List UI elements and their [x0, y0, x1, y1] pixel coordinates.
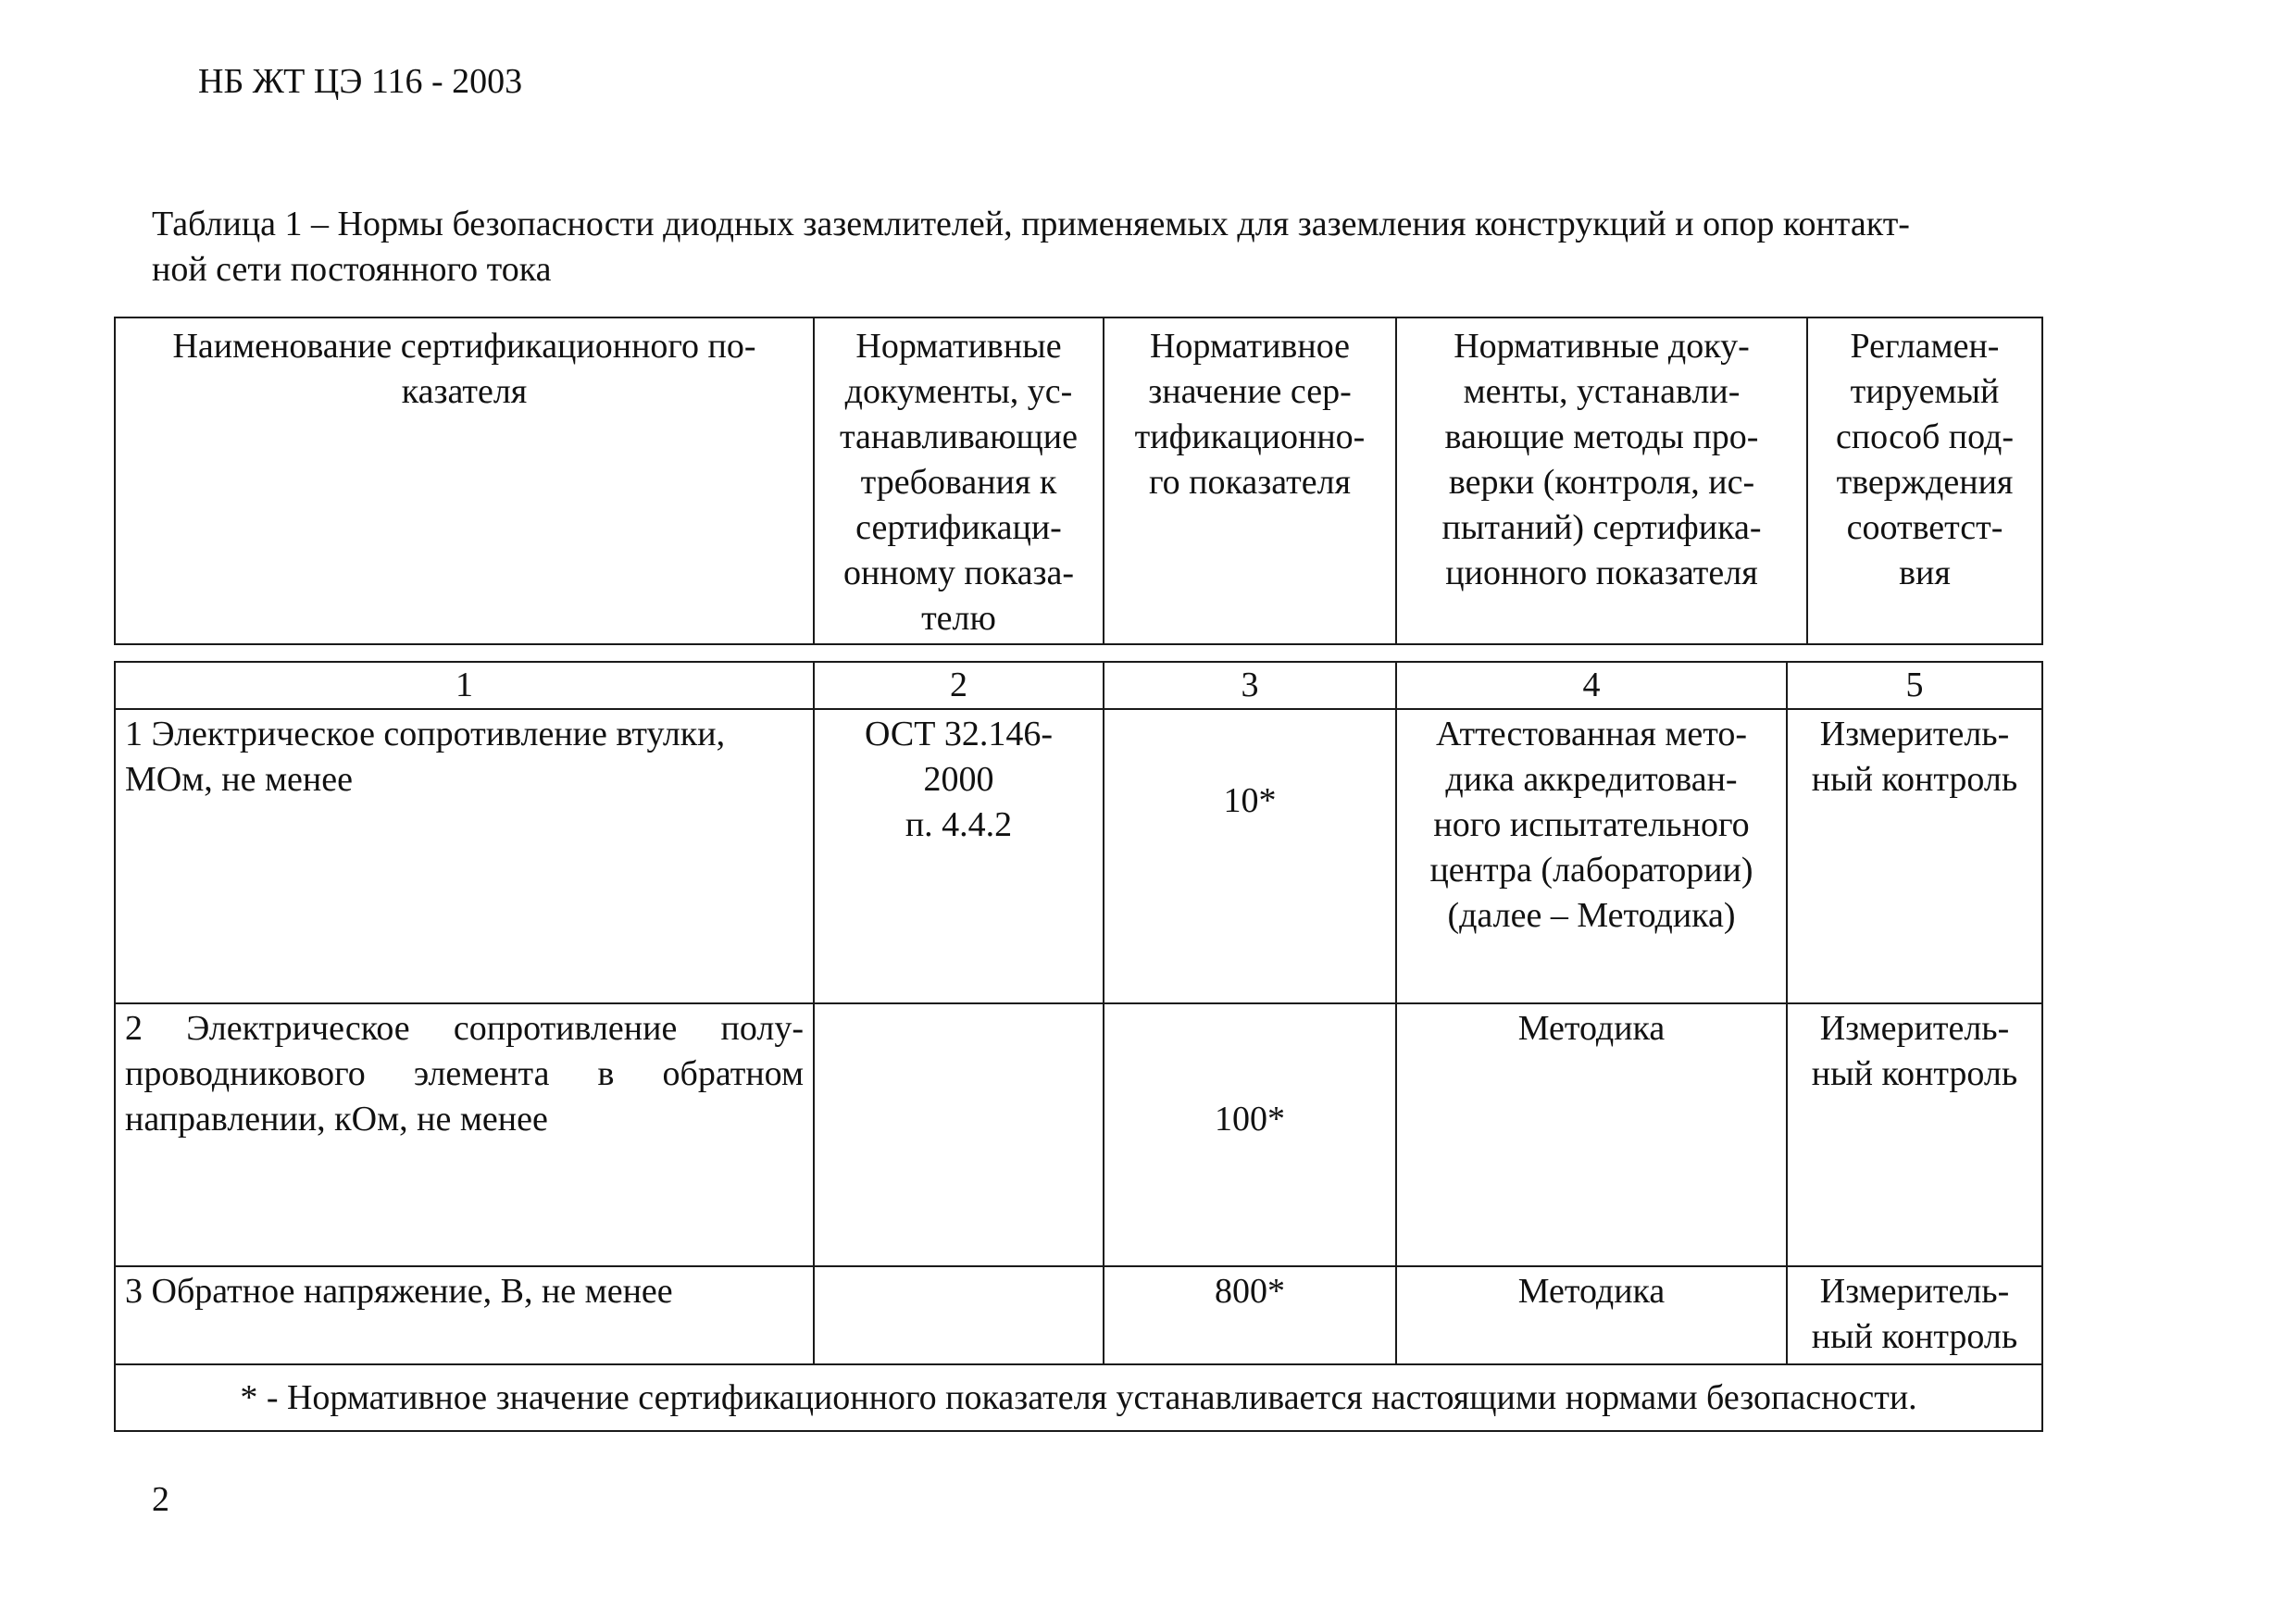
header-text: сертификаци-	[855, 508, 1062, 547]
table-row	[115, 1266, 2042, 1364]
header-text: Нормативные	[855, 327, 1062, 366]
cell-text: Аттестованная мето-	[1435, 715, 1748, 753]
header-text: тируемый	[1850, 372, 2000, 411]
cell-text: 100*	[1215, 1100, 1285, 1139]
indicator-name-cell	[115, 1003, 814, 1266]
indicator-name-cell	[115, 709, 814, 1003]
cell-text: Измеритель-	[1819, 715, 2010, 753]
page-number: 2	[152, 1480, 169, 1519]
document-code: НБ ЖТ ЦЭ 116 - 2003	[198, 62, 523, 101]
cell-text: ный контроль	[1811, 1054, 2018, 1093]
cell-text: ный контроль	[1811, 1317, 2018, 1356]
table-row	[115, 709, 2042, 1003]
header-text: значение сер-	[1148, 372, 1352, 411]
header-text: танавливающие	[839, 417, 1079, 456]
table-caption	[152, 202, 2096, 292]
cell-text: ный контроль	[1811, 760, 2018, 799]
header-text: тверждения	[1836, 463, 2014, 502]
header-text: вия	[1899, 554, 1951, 592]
cell-text: Измеритель-	[1819, 1272, 2010, 1311]
footnote-text: * - Нормативное значение сертификационного показателя устанавливается настоящими нормами безопасности.	[240, 1377, 1917, 1417]
caption-line-2: ной сети постоянного тока	[152, 250, 552, 289]
header-text: соответст-	[1846, 508, 2003, 547]
header-text: Регламен-	[1850, 327, 2000, 366]
header-text: менты, устанавли-	[1463, 372, 1741, 411]
header-text: документы, ус-	[844, 372, 1073, 411]
column-number: 5	[1787, 662, 2042, 709]
header-row	[115, 317, 2042, 644]
header-text: вающие методы про-	[1444, 417, 1759, 456]
cell-text: Методика	[1517, 1009, 1666, 1048]
cell-text: 800*	[1215, 1272, 1285, 1311]
cell-text: п. 4.4.2	[905, 805, 1013, 844]
header-normative-value	[1104, 317, 1396, 644]
header-text: казателя	[401, 372, 528, 411]
cell-text: МОм, не менее	[125, 760, 353, 799]
header-text: онному показа-	[842, 554, 1075, 592]
cell-text: направлении, кОм, не менее	[125, 1100, 548, 1139]
cell-text: дика аккредитован-	[1445, 760, 1738, 799]
header-text: го показателя	[1148, 463, 1352, 502]
table-body	[114, 661, 2043, 1432]
confirmation-cell	[1787, 1266, 2042, 1364]
column-number: 2	[814, 662, 1104, 709]
cell-text: центра (лаборатории)	[1429, 851, 1753, 890]
requirement-docs-cell	[814, 709, 1104, 1003]
header-text: ционного показателя	[1445, 554, 1758, 592]
cell-text: 2 Электрическое сопротивление полу-	[125, 1009, 804, 1048]
header-text: тификационно-	[1134, 417, 1366, 456]
cell-text: Измеритель-	[1819, 1009, 2010, 1048]
cell-text: 3 Обратное напряжение, В, не менее	[125, 1272, 673, 1311]
column-number-row	[115, 662, 2042, 709]
header-text: Наименование сертификационного по-	[172, 327, 756, 366]
column-number: 3	[1104, 662, 1396, 709]
footnote-row	[115, 1364, 2042, 1431]
header-text: способ под-	[1835, 417, 2015, 456]
footnote-cell	[115, 1364, 2042, 1431]
cell-text: 2000	[923, 760, 994, 799]
normative-value-cell	[1104, 1003, 1396, 1266]
test-method-cell	[1396, 1003, 1787, 1266]
normative-value-cell	[1104, 709, 1396, 1003]
header-confirmation-method	[1807, 317, 2042, 644]
header-text: верки (контроля, ис-	[1448, 463, 1755, 502]
test-method-cell	[1396, 1266, 1787, 1364]
test-method-cell	[1396, 709, 1787, 1003]
table-header	[114, 317, 2043, 645]
cell-text: 1 Электрическое сопротивление втулки,	[125, 715, 726, 753]
confirmation-cell	[1787, 1003, 2042, 1266]
cell-text: ОСТ 32.146-	[864, 715, 1054, 753]
requirement-docs-cell	[814, 1266, 1104, 1364]
header-text: Нормативные доку-	[1454, 327, 1750, 366]
header-indicator-name	[115, 317, 814, 644]
header-text: пытаний) сертифика-	[1441, 508, 1762, 547]
cell-text: Методика	[1517, 1272, 1666, 1311]
normative-value-cell	[1104, 1266, 1396, 1364]
cell-text: (далее – Методика)	[1447, 896, 1736, 935]
cell-text: ного испытательного	[1433, 805, 1750, 844]
column-number: 4	[1396, 662, 1787, 709]
caption-line-1: Таблица 1 – Нормы безопасности диодных заземлителей, применяемых для заземления конструкций и опор контакт-	[152, 205, 1910, 243]
confirmation-cell	[1787, 709, 2042, 1003]
requirement-docs-cell	[814, 1003, 1104, 1266]
header-requirement-docs	[814, 317, 1104, 644]
header-text: требования к	[860, 463, 1057, 502]
header-test-method-docs	[1396, 317, 1807, 644]
table-row	[115, 1003, 2042, 1266]
column-number: 1	[115, 662, 814, 709]
header-text: Нормативное	[1149, 327, 1351, 366]
header-text: телю	[921, 599, 996, 638]
cell-text: проводникового элемента в обратном	[125, 1054, 804, 1093]
cell-text: 10*	[1223, 781, 1277, 820]
indicator-name-cell	[115, 1266, 814, 1364]
